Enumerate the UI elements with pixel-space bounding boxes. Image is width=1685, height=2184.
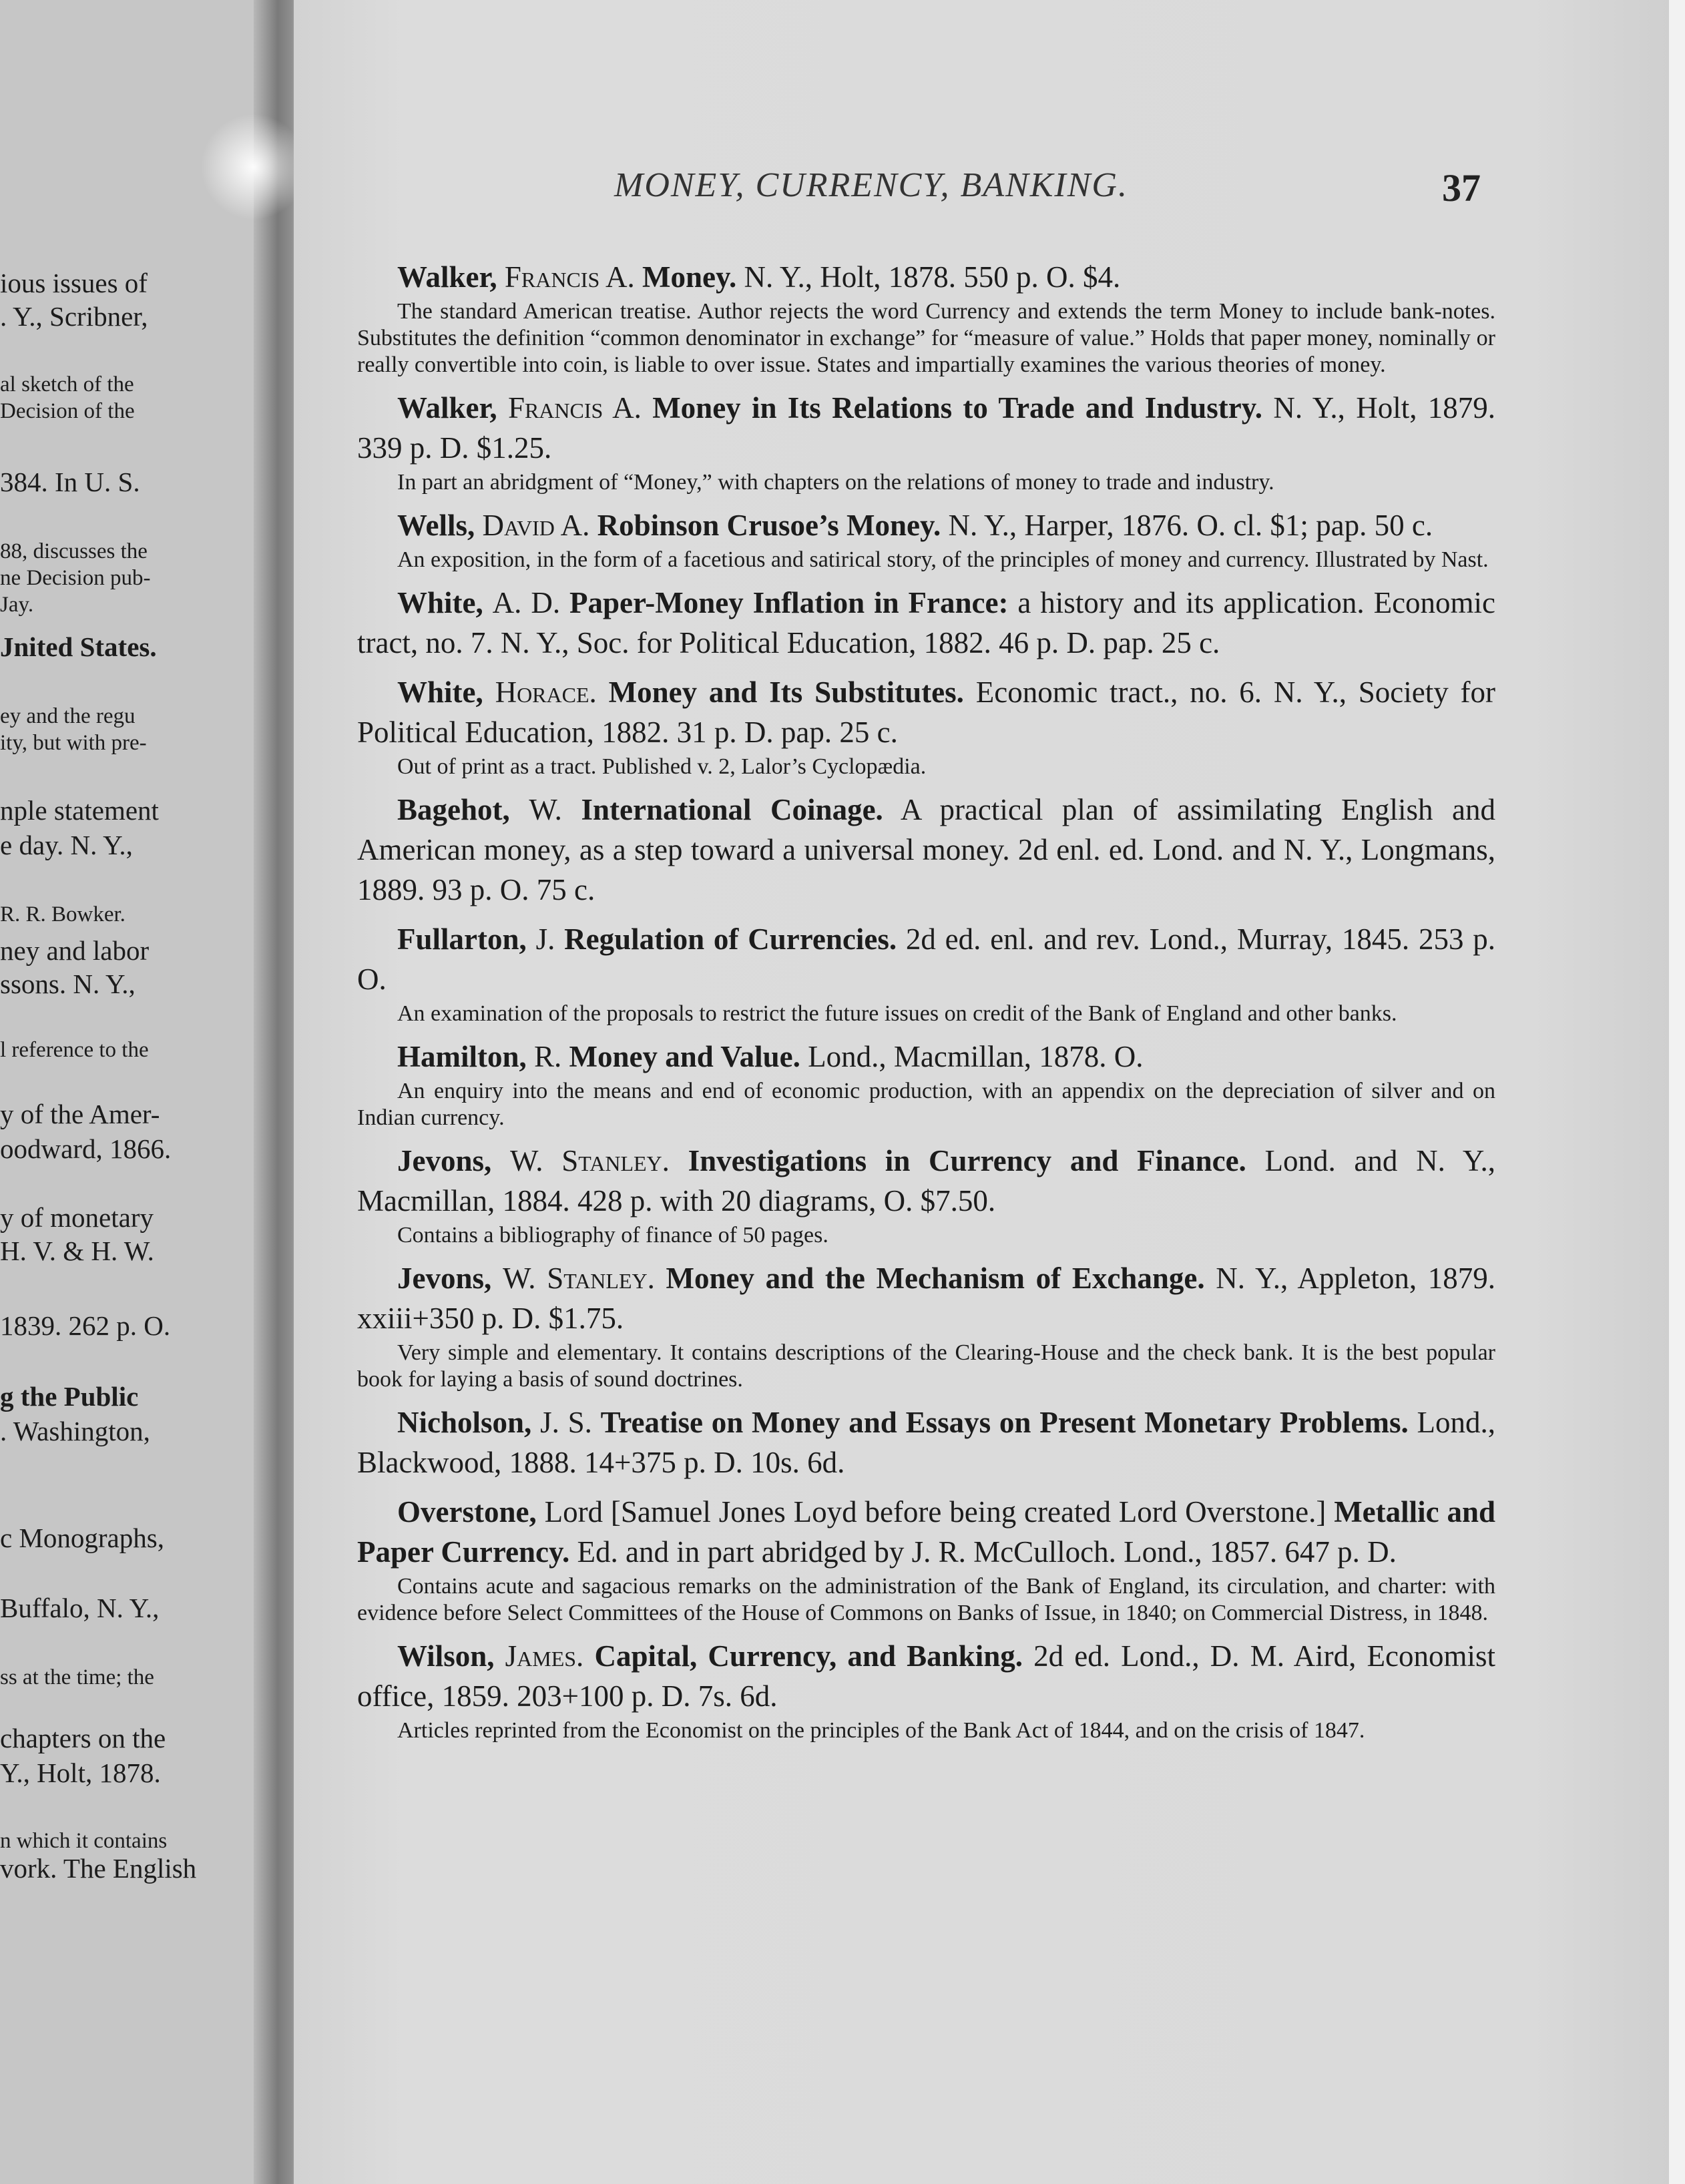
entry-author: Jevons, [397,1262,492,1295]
running-header: MONEY, CURRENCY, BANKING. [614,166,1128,204]
entry-author-given: R. [534,1040,562,1073]
entry-title: Metallic and Paper Currency. [357,1495,1496,1569]
entry-author-given: Francis A. [507,391,642,425]
entry-author: Wells, [397,509,475,542]
entry-title: Money and the Mechanism of Exchange. [666,1262,1205,1295]
left-text-fragment: ne Decision pub- [0,566,151,590]
entry-title: Money and Its Substitutes. [608,675,964,709]
left-text-fragment: Jnited States. [0,631,157,662]
left-page-fragment [0,0,280,2184]
entry-author-given: Horace. [495,675,597,709]
entry-title: Regulation of Currencies. [564,922,897,956]
entry-author-given: Francis A. [504,260,635,294]
entry-imprint: Lond., Blackwood, 1888. 14+375 p. D. 10s. 6d. [357,1406,1496,1479]
entry-author: Jevons, [397,1144,492,1177]
page-number: 37 [1442,166,1481,210]
bibliography-entry [357,583,1495,663]
entry-author-given: Lord [Samuel Jones Loyd before being created Lord Overstone.] [544,1495,1327,1529]
entry-citation [357,1492,1495,1572]
entry-title: Paper-Money Inflation in France: [569,586,1009,619]
left-text-fragment: Y., Holt, 1878. [0,1757,161,1788]
entry-author-given: W. Stanley. [502,1262,655,1295]
left-text-fragment: y of the Amer- [0,1099,160,1129]
left-text-fragment: y of monetary [0,1202,154,1233]
entry-title: Money and Value. [569,1040,800,1073]
left-text-fragment: n which it contains [0,1829,168,1853]
left-text-fragment: nple statement [0,795,159,826]
bibliography-entry [357,1492,1495,1627]
left-text-fragment: Buffalo, N. Y., [0,1593,160,1623]
entry-annotation: An enquiry into the means and end of economic production, with an appendix on the depreciation of silver and on Indian currency. [357,1079,1495,1130]
entry-annotation: Contains acute and sagacious remarks on the administration of the Bank of England, its circulation, and charter: with evidence before Select Committees of the House of Commons on Banks of Issue, in 1840; on Commercial Distress, in 1848. [357,1574,1495,1625]
left-text-fragment: al sketch of the [0,372,134,396]
left-text-fragment: ssons. N. Y., [0,969,136,999]
left-text-fragment: ious issues of [0,268,148,298]
entry-citation [357,1636,1495,1716]
bibliography-list [357,257,1495,1753]
entry-imprint: a history and its application. Economic tract, no. 7. N. Y., Soc. for Political Education, 1882. 46 p. D. pap. 25 c. [357,586,1496,659]
entry-author: Bagehot, [397,793,510,826]
page-edge [1669,0,1685,2184]
entry-citation [357,672,1495,752]
entry-author: Overstone, [397,1495,537,1529]
left-text-fragment: . Washington, [0,1416,150,1446]
entry-title: Investigations in Currency and Finance. [688,1144,1246,1177]
entry-title: International Coinage. [581,793,883,826]
left-text-fragment: Jay. [0,593,34,617]
entry-imprint: N. Y., Holt, 1878. 550 p. O. $4. [744,260,1121,294]
entry-citation [357,1402,1495,1482]
entry-annotation: In part an abridgment of “Money,” with chapters on the relations of money to trade and industry. [397,470,1274,495]
entry-annotation: Articles reprinted from the Economist on the principles of the Bank Act of 1844, and on the crisis of 1847. [397,1718,1365,1743]
entry-imprint: A practical plan of assimilating English and American money, as a step toward a universal money. 2d enl. ed. Lond. and N. Y., Longmans, 1889. 93 p. O. 75 c. [357,793,1496,906]
bibliography-entry [357,672,1495,780]
left-text-fragment: ss at the time; the [0,1665,154,1689]
entry-title: Treatise on Money and Essays on Present Monetary Problems. [600,1406,1409,1439]
entry-author: Walker, [397,260,497,294]
left-text-fragment: ity, but with pre- [0,731,147,755]
entry-imprint: 2d ed. Lond., D. M. Aird, Economist office, 1859. 203+100 p. D. 7s. 6d. [357,1639,1495,1713]
left-text-fragment: H. V. & H. W. [0,1236,154,1266]
left-text-fragment: vork. The English [0,1853,197,1884]
entry-annotation: Very simple and elementary. It contains descriptions of the Clearing-House and the check bank. It is the best popular book for laying a basis of sound doctrines. [357,1340,1495,1392]
left-text-fragment: c Monographs, [0,1523,164,1553]
entry-imprint: Lond. and N. Y., Macmillan, 1884. 428 p. with 20 diagrams, O. $7.50. [357,1144,1496,1217]
bibliography-entry [357,790,1495,910]
entry-annotation: An examination of the proposals to restrict the future issues on credit of the Bank of England and other banks. [397,1001,1397,1026]
entry-citation [357,583,1495,663]
entry-imprint: Ed. and in part abridged by J. R. McCulloch. Lond., 1857. 647 p. D. [577,1535,1397,1569]
entry-title: Capital, Currency, and Banking. [594,1639,1023,1673]
entry-annotation: Contains a bibliography of finance of 50 pages. [397,1223,828,1248]
entry-imprint: Economic tract., no. 6. N. Y., Society for Political Education, 1882. 31 p. D. pap. 25 c. [357,675,1496,749]
left-text-fragment: oodward, 1866. [0,1133,172,1164]
entry-author: White, [397,675,483,709]
left-text-fragment: 88, discusses the [0,539,148,563]
entry-annotation: The standard American treatise. Author rejects the word Currency and extends the term Money to include bank-notes. Substitutes the definition “common denominator in exchange” for “measure of value.” Holds that paper money, nominally or really convertible into coin, is liable to over issue. States and impartially examines the various theories of money. [357,299,1495,377]
entry-title: Robinson Crusoe’s Money. [597,509,941,542]
light-glare [200,113,307,220]
entry-author: Fullarton, [397,922,527,956]
entry-author-given: J. [535,922,555,956]
entry-citation [357,388,1495,468]
bibliography-entry [357,919,1495,1027]
entry-citation [357,1037,1495,1077]
entry-imprint: N. Y., Appleton, 1879. xxiii+350 p. D. $1.75. [357,1262,1496,1335]
entry-author: Walker, [397,391,497,425]
entry-author-given: W. Stanley. [509,1144,670,1177]
bibliography-entry [357,1258,1495,1393]
entry-citation [357,790,1495,910]
bibliography-entry [357,1141,1495,1249]
bibliography-entry [357,505,1495,573]
bibliography-entry [357,1636,1495,1744]
entry-author: Nicholson, [397,1406,532,1439]
left-text-fragment: l reference to the [0,1038,149,1062]
entry-author: White, [397,586,483,619]
entry-imprint: N. Y., Holt, 1879. 339 p. D. $1.25. [357,391,1496,465]
left-text-fragment: 384. In U. S. [0,467,140,497]
entry-title: Money in Its Relations to Trade and Industry. [652,391,1263,425]
entry-citation [357,1141,1495,1221]
entry-imprint: 2d ed. enl. and rev. Lond., Murray, 1845. 253 p. O. [357,922,1496,996]
entry-author-given: James. [505,1639,584,1673]
entry-citation [357,505,1495,545]
entry-author-given: David A. [482,509,590,542]
entry-title: Money. [642,260,737,294]
entry-author-given: J. S. [540,1406,592,1439]
entry-author: Wilson, [397,1639,495,1673]
entry-citation [357,919,1495,999]
bibliography-entry [357,257,1495,378]
left-text-fragment: 1839. 262 p. O. [0,1310,171,1341]
left-text-fragment: e day. N. Y., [0,830,133,860]
bibliography-entry [357,388,1495,496]
left-text-fragment: g the Public [0,1381,139,1412]
entry-author-given: A. D. [492,586,561,619]
entry-author-given: W. [529,793,562,826]
entry-annotation: An exposition, in the form of a facetious and satirical story, of the principles of money and currency. Illustrated by Nast. [397,547,1489,572]
entry-citation [357,257,1495,297]
entry-citation [357,1258,1495,1338]
entry-author: Hamilton, [397,1040,527,1073]
left-text-fragment: ney and labor [0,935,150,966]
left-text-fragment: Decision of the [0,399,135,423]
bibliography-entry [357,1402,1495,1482]
left-text-fragment: R. R. Bowker. [0,902,126,926]
bibliography-entry [357,1037,1495,1131]
left-text-fragment: chapters on the [0,1723,166,1753]
entry-annotation: Out of print as a tract. Published v. 2, Lalor’s Cyclopædia. [397,754,927,779]
entry-imprint: Lond., Macmillan, 1878. O. [808,1040,1144,1073]
entry-imprint: N. Y., Harper, 1876. O. cl. $1; pap. 50 c. [948,509,1433,542]
left-text-fragment: . Y., Scribner, [0,301,148,332]
left-text-fragment: ey and the regu [0,704,136,728]
